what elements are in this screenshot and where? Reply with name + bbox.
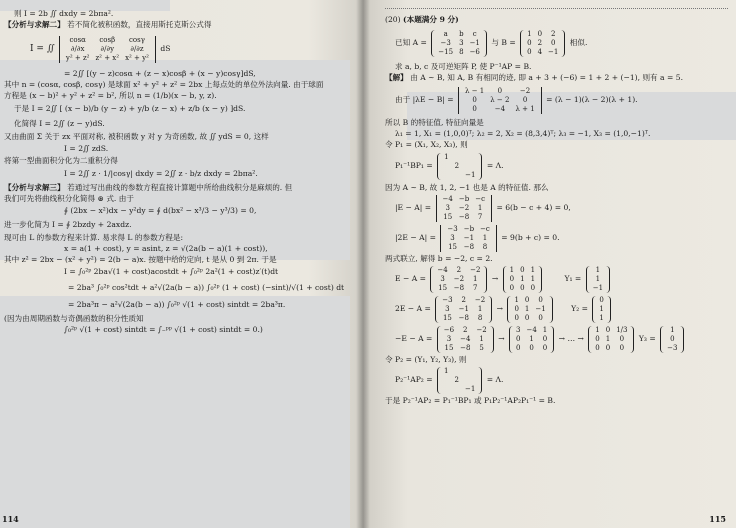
matrix-cell: 0 bbox=[497, 86, 503, 95]
matrix-cell: 0 bbox=[520, 265, 525, 274]
matrix-cell: 1 bbox=[605, 334, 611, 343]
text-fragment: |E − A| = bbox=[395, 203, 432, 212]
matrix-cell: b bbox=[459, 29, 464, 38]
matrix-cell: 0 bbox=[515, 343, 521, 352]
text-fragment: −E − A = bbox=[395, 334, 433, 343]
text-line: 由 A ~ B, 知 A, B 有相同的迹, 即 a + 3 + (−6) = 1 + 2 + (−1), 则有 a = 5. bbox=[410, 73, 684, 82]
matrix-cell: 1 bbox=[524, 304, 530, 313]
question-score: (本题满分 9 分) bbox=[403, 15, 459, 24]
eigenvector bbox=[660, 326, 684, 353]
matrix-cell: −2 bbox=[474, 295, 486, 304]
matrix-cell: 0 bbox=[599, 295, 604, 304]
text-line: 又由曲面 Σ 关于 zx 平面对称, 被积函数 y 对 y 为奇函数, 故 ∬ ydS = 0, 这样 bbox=[4, 132, 269, 141]
matrix-cell: 0 bbox=[529, 343, 534, 352]
matrix-cell: 1 bbox=[529, 334, 534, 343]
matrix-cell: 2 bbox=[461, 295, 466, 304]
matrix-cell: −2 bbox=[470, 265, 481, 274]
matrix-cell: 3 bbox=[440, 274, 445, 283]
text-fragment: P₂⁻¹AP₂ = bbox=[395, 375, 433, 384]
matrix-cell: 1/3 bbox=[616, 325, 628, 334]
solution-tag: 【解】 bbox=[385, 73, 408, 82]
matrix-cell: 8 bbox=[459, 47, 464, 56]
matrix-cell: −15 bbox=[438, 47, 454, 56]
matrix-cell: 8 bbox=[477, 313, 483, 322]
text-fragment: = 9(b + c) = 0. bbox=[501, 233, 560, 242]
determinant-lambdaE-B bbox=[458, 87, 542, 114]
matrix-cell: 1 bbox=[444, 366, 449, 375]
reduction-2E-A bbox=[385, 294, 728, 324]
text-fragment: dS bbox=[160, 44, 171, 53]
matrix-cell: 0 bbox=[619, 334, 625, 343]
matrix-cell: 5 bbox=[479, 343, 484, 352]
matrix-cell: 0 bbox=[524, 295, 530, 304]
matrix-B bbox=[520, 30, 565, 57]
matrix-cell: 0 bbox=[670, 334, 675, 343]
text-fragment: 已知 A = bbox=[395, 38, 427, 47]
matrix bbox=[507, 296, 552, 323]
text-fragment: → bbox=[496, 304, 504, 313]
matrix-cell: −1 bbox=[548, 47, 559, 56]
text-fragment: Y₁ = bbox=[564, 274, 582, 283]
matrix-cell: 0 bbox=[537, 29, 543, 38]
det-cell: cosγ bbox=[129, 35, 145, 44]
matrix-cell: 0 bbox=[550, 38, 556, 47]
text-line: 我们可先将曲线积分化简得 ⊛ 式. 由于 bbox=[4, 194, 134, 203]
matrix-cell: a bbox=[443, 29, 448, 38]
matrix-cell: −2 bbox=[458, 203, 470, 212]
divider bbox=[385, 8, 728, 10]
matrix-cell bbox=[462, 162, 478, 171]
equation: ∮ (2bx − x²)dx − y²dy = ∮ d(bx² − x³/3 − y³/3) = 0, bbox=[64, 206, 257, 215]
matrix-cell: 0 bbox=[509, 283, 515, 292]
matrix-cell: 0 bbox=[527, 47, 532, 56]
text-line: 求 a, b, c 及可逆矩阵 P, 使 P⁻¹AP = B. bbox=[395, 62, 532, 71]
matrix-cell: 1 bbox=[444, 152, 449, 161]
matrix-cell: 15 bbox=[444, 343, 454, 352]
equation: = 2∬ [(y − z)cosα + (z − x)cosβ + (x − y)cosγ]dS, bbox=[64, 69, 256, 78]
question-statement bbox=[385, 25, 728, 61]
matrix-cell: −4 bbox=[494, 104, 506, 113]
matrix-cell: 3 bbox=[515, 325, 521, 334]
matrix bbox=[509, 326, 554, 353]
matrix-cell: 0 bbox=[605, 325, 611, 334]
reduction-E-A bbox=[385, 264, 728, 294]
matrix-cell: 0 bbox=[522, 95, 528, 104]
matrix-cell: 1 bbox=[599, 304, 604, 313]
text-line: 将第一型曲面积分化为二重积分得 bbox=[4, 156, 118, 165]
matrix-cell: 0 bbox=[520, 283, 525, 292]
text-line: 其中 n = (cosα, cosβ, cosγ) 是球面 x² + y² + z² = 2bx 上每点处的单位外法向量. 由于球面 bbox=[4, 80, 324, 89]
diag-matrix bbox=[437, 153, 482, 180]
section-heading: 【分析与求解二】 bbox=[4, 20, 65, 29]
text-fragment: 相似. bbox=[569, 38, 588, 47]
section-heading: 【分析与求解三】 bbox=[4, 183, 65, 192]
diag-matrix bbox=[437, 367, 482, 394]
text-fragment: |2E − A| = bbox=[395, 233, 436, 242]
matrix-cell bbox=[452, 367, 462, 376]
matrix-cell: −1 bbox=[469, 38, 480, 47]
matrix-cell: −1 bbox=[463, 233, 475, 242]
matrix-cell bbox=[452, 153, 462, 162]
matrix-cell: 4 bbox=[537, 47, 543, 56]
matrix-cell: 1 bbox=[595, 325, 600, 334]
equation: I = 2∬ zdS. bbox=[64, 144, 109, 153]
matrix-cell: 0 bbox=[542, 343, 548, 352]
matrix-cell: 0 bbox=[605, 343, 611, 352]
matrix-cell: 0 bbox=[619, 343, 625, 352]
matrix-cell: 8 bbox=[482, 242, 488, 251]
text-fragment: P₁⁻¹BP₁ = bbox=[395, 161, 433, 170]
matrix-cell: 2 bbox=[454, 161, 460, 170]
matrix-cell: 2 bbox=[537, 38, 543, 47]
matrix-cell: 1 bbox=[473, 274, 478, 283]
text-fragment: Y₃ = bbox=[638, 334, 656, 343]
matrix-cell bbox=[441, 171, 451, 180]
equation: 化简得 I = 2∬ (z − y)dS. bbox=[14, 119, 105, 128]
text-line: 两式联立, 解得 b = −2, c = 2. bbox=[385, 254, 493, 263]
matrix-cell bbox=[441, 385, 451, 394]
det-cell: y² + z² bbox=[65, 53, 90, 62]
equation: I = 2∬ z · 1/|cosγ| dxdy = 2∬ z · b/z dxdy = 2bπa². bbox=[64, 169, 258, 178]
text-fragment: I = ∬ bbox=[30, 44, 55, 54]
matrix-cell bbox=[462, 376, 478, 385]
determinant bbox=[436, 195, 492, 222]
matrix-cell: −3 bbox=[667, 343, 678, 352]
det-cell: ∂/∂x bbox=[70, 44, 85, 53]
text-fragment: 与 B = bbox=[491, 38, 516, 47]
det-E-A bbox=[385, 193, 728, 223]
matrix-cell: 15 bbox=[442, 313, 452, 322]
matrix-cell: 1 bbox=[477, 304, 483, 313]
matrix-cell: 0 bbox=[530, 283, 536, 292]
matrix-cell: −1 bbox=[465, 170, 476, 179]
matrix-cell: −8 bbox=[463, 242, 475, 251]
determinant-formula bbox=[4, 30, 353, 68]
matrix-cell: 3 bbox=[445, 203, 450, 212]
matrix-cell: −c bbox=[475, 194, 486, 203]
matrix-cell: −2 bbox=[519, 86, 531, 95]
matrix-cell: 0 bbox=[524, 313, 530, 322]
text-line: 于是 P₂⁻¹AP₂ = P₁⁻¹BP₁ 或 P₁P₂⁻¹AP₂P₁⁻¹ = B. bbox=[385, 396, 556, 405]
matrix-cell: 3 bbox=[459, 38, 464, 47]
equation: 进一步化简为 I = ∮ 2bzdy + 2axdz. bbox=[4, 220, 132, 229]
matrix-cell: 3 bbox=[450, 233, 455, 242]
matrix-cell: 15 bbox=[443, 212, 453, 221]
equation: 于是 I = 2∬ [ (x − b)/b (y − z) + y/b (z − x) + z/b (x − y) ]dS. bbox=[14, 104, 246, 113]
matrix-cell: 1 bbox=[595, 265, 601, 274]
text-fragment: = 6(b − c + 4) = 0, bbox=[496, 203, 571, 212]
text-line: 其中 z² = 2bx − (x² + y²) = 2(b − a)x. 按题中给的定向, t 是从 0 到 2π. 于是 bbox=[4, 255, 277, 264]
matrix-cell bbox=[462, 153, 478, 162]
matrix-cell: −8 bbox=[453, 283, 465, 292]
matrix-cell: 1 bbox=[530, 274, 536, 283]
text-fragment: = (λ − 1)(λ − 2)(λ + 1). bbox=[546, 95, 638, 104]
matrix-cell: λ − 2 bbox=[490, 95, 510, 104]
matrix-cell: −8 bbox=[458, 313, 469, 322]
page-number: 115 bbox=[709, 514, 726, 524]
det-2E-A bbox=[385, 223, 728, 253]
matrix-cell: 1 bbox=[599, 313, 604, 322]
matrix-cell: λ + 1 bbox=[515, 104, 535, 113]
matrix-cell: 0 bbox=[542, 334, 548, 343]
matrix-cell: 1 bbox=[514, 295, 519, 304]
question-number: (20) bbox=[385, 15, 401, 24]
matrix-cell: −3 bbox=[442, 295, 453, 304]
matrix-cell: 2 bbox=[454, 375, 459, 384]
matrix-cell: 1 bbox=[509, 265, 515, 274]
text-fragment: = Λ. bbox=[486, 161, 504, 170]
matrix-cell: 2 bbox=[463, 325, 468, 334]
text-fragment: 由于 |λE − B| = bbox=[395, 95, 454, 104]
matrix-cell: −4 bbox=[437, 265, 448, 274]
left-page bbox=[0, 0, 363, 528]
matrix-cell: −4 bbox=[442, 194, 453, 203]
matrix-cell: 0 bbox=[472, 95, 477, 104]
det-cell: z² + x² bbox=[95, 53, 120, 62]
matrix-cell: 15 bbox=[438, 283, 448, 292]
matrix-cell: 1 bbox=[527, 29, 532, 38]
equation: x = a(1 + cost), y = asint, z = √(2a(b − a)(1 + cost)), bbox=[64, 244, 268, 253]
reduction-minusE-A bbox=[385, 324, 728, 354]
matrix bbox=[588, 326, 634, 353]
matrix-cell: 0 bbox=[514, 313, 519, 322]
det-cell: ∂/∂z bbox=[130, 44, 144, 53]
equation: ∫₀²ᵖ √(1 + cost) sintdt = ∫₋ᵖᵖ √(1 + cost) sintdt = 0.) bbox=[64, 325, 263, 334]
matrix-cell: −6 bbox=[443, 325, 455, 334]
matrix-cell: −1 bbox=[464, 384, 476, 393]
matrix-cell: 1 bbox=[530, 265, 536, 274]
matrix-cell: 0 bbox=[538, 295, 543, 304]
matrix-cell bbox=[441, 162, 451, 171]
matrix-cell: −1 bbox=[535, 304, 546, 313]
equation: = 2ba³π − a²√(2a(b − a)) ∫₀²ᵖ √(1 + cost) sintdt = 2ba³π. bbox=[68, 300, 286, 309]
text-line: 所以 B 的特征值, 特征向量是 bbox=[385, 118, 484, 127]
matrix-cell: 1 bbox=[520, 274, 525, 283]
matrix-cell: 1 bbox=[477, 203, 483, 212]
curl-determinant bbox=[59, 36, 156, 63]
matrix-cell: −3 bbox=[447, 224, 458, 233]
matrix-cell: −2 bbox=[476, 325, 487, 334]
text-fragment: Y₂ = bbox=[571, 304, 588, 313]
text-fragment: 2E − A = bbox=[395, 304, 431, 313]
matrix-cell: −6 bbox=[469, 47, 480, 56]
det-cell: x² + y² bbox=[125, 53, 149, 62]
text-fragment: → bbox=[491, 274, 499, 283]
matrix-cell: 0 bbox=[509, 274, 515, 283]
matrix-cell: 0 bbox=[472, 104, 477, 113]
matrix-cell: 7 bbox=[473, 283, 478, 292]
matrix-cell: −c bbox=[480, 224, 490, 233]
matrix bbox=[437, 326, 494, 353]
book-gutter bbox=[356, 0, 370, 528]
det-cell: ∂/∂y bbox=[100, 44, 115, 53]
matrix-cell bbox=[441, 376, 451, 385]
matrix-cell: 2 bbox=[456, 265, 462, 274]
char-poly-B bbox=[385, 83, 728, 117]
matrix bbox=[435, 296, 492, 323]
text-line: (因为由周期函数与奇偶函数的积分性质知 bbox=[4, 314, 144, 323]
matrix-cell bbox=[452, 385, 462, 394]
text-line: 令 P₂ = (Y₁, Y₂, Y₃), 则 bbox=[385, 355, 467, 364]
matrix-cell: 0 bbox=[514, 304, 519, 313]
det-cell: cosβ bbox=[99, 35, 116, 44]
matrix-cell: −b bbox=[458, 194, 470, 203]
matrix-cell: 0 bbox=[538, 313, 543, 322]
matrix-cell: −1 bbox=[458, 304, 469, 313]
diagonalization-B bbox=[385, 150, 728, 182]
matrix-cell: 1 bbox=[479, 334, 484, 343]
matrix-cell: 1 bbox=[595, 274, 601, 283]
matrix-cell: −8 bbox=[460, 343, 471, 352]
eigenvector bbox=[586, 266, 610, 293]
matrix-cell: λ − 1 bbox=[465, 86, 485, 95]
right-page bbox=[363, 0, 736, 528]
page-number: 114 bbox=[2, 514, 19, 524]
matrix-cell: 0 bbox=[595, 343, 600, 352]
text-fragment: E − A = bbox=[395, 274, 426, 283]
matrix-cell: 3 bbox=[445, 304, 450, 313]
matrix-cell: −2 bbox=[453, 274, 465, 283]
matrix-cell: 1 bbox=[670, 325, 675, 334]
text-fragment: = Λ. bbox=[486, 375, 504, 384]
matrix-cell: 0 bbox=[527, 38, 532, 47]
matrix-cell bbox=[452, 171, 462, 180]
text-line: 则 I = 2b ∬ dxdy = 2bπa². bbox=[14, 9, 114, 18]
matrix-cell: 2 bbox=[550, 29, 556, 38]
text-line: 现可由 L 的参数方程来计算. 易求得 L 的参数方程是: bbox=[4, 233, 183, 242]
matrix-cell bbox=[462, 367, 478, 376]
text-line: 因为 A ~ B, 故 1, 2, −1 也是 A 的特征值. 那么 bbox=[385, 183, 549, 192]
text-fragment: → … → bbox=[558, 334, 584, 343]
matrix-cell: c bbox=[472, 29, 477, 38]
matrix-cell: −1 bbox=[592, 283, 604, 292]
matrix-cell: −b bbox=[463, 224, 475, 233]
diagonalization-A bbox=[385, 365, 728, 395]
matrix-A bbox=[431, 30, 487, 57]
text-fragment: → bbox=[498, 334, 505, 343]
eigenvector bbox=[592, 296, 610, 323]
matrix-cell: 7 bbox=[477, 212, 483, 221]
text-line: λ₁ = 1, X₁ = (1,0,0)ᵀ; λ₂ = 2, X₂ = (8,3,4)ᵀ; λ₃ = −1, X₃ = (1,0,−1)ᵀ. bbox=[395, 129, 651, 138]
text-line: 方程是 (x − b)² + y² + z² = b², 所以 n = (1/b)(x − b, y, z). bbox=[4, 91, 217, 100]
determinant bbox=[440, 225, 496, 252]
text-line: 若不简化被积函数，直接用斯托克斯公式得 bbox=[67, 20, 212, 29]
equation: I = ∫₀²ᵖ 2ba√(1 + cost)acostdt + ∫₀²ᵖ 2a²(1 + cost)z′(t)dt bbox=[64, 267, 279, 276]
matrix bbox=[430, 266, 487, 293]
matrix-cell: −4 bbox=[526, 325, 537, 334]
equation: = 2ba³ ∫₀²ᵖ cos²tdt + a²√(2a(b − a)) ∫₀²ᵖ (1 + cost) (−sint)/√(1 + cost) dt bbox=[68, 283, 345, 292]
matrix-cell: 3 bbox=[446, 334, 452, 343]
matrix-cell: −3 bbox=[440, 38, 451, 47]
matrix-cell: −4 bbox=[460, 334, 471, 343]
matrix-cell: 1 bbox=[482, 233, 488, 242]
matrix-cell: 1 bbox=[542, 325, 548, 334]
matrix-cell: 0 bbox=[595, 334, 600, 343]
text-line: 令 P₁ = (X₁, X₂, X₃), 则 bbox=[385, 140, 468, 149]
matrix-cell: −8 bbox=[458, 212, 470, 221]
text-line: 若通过写出曲线的参数方程直接计算题中所给曲线积分是麻烦的. 但 bbox=[67, 183, 293, 192]
matrix-cell: 15 bbox=[448, 242, 457, 251]
det-cell: cosα bbox=[69, 35, 86, 44]
matrix-cell: 0 bbox=[515, 334, 521, 343]
matrix bbox=[503, 266, 542, 293]
